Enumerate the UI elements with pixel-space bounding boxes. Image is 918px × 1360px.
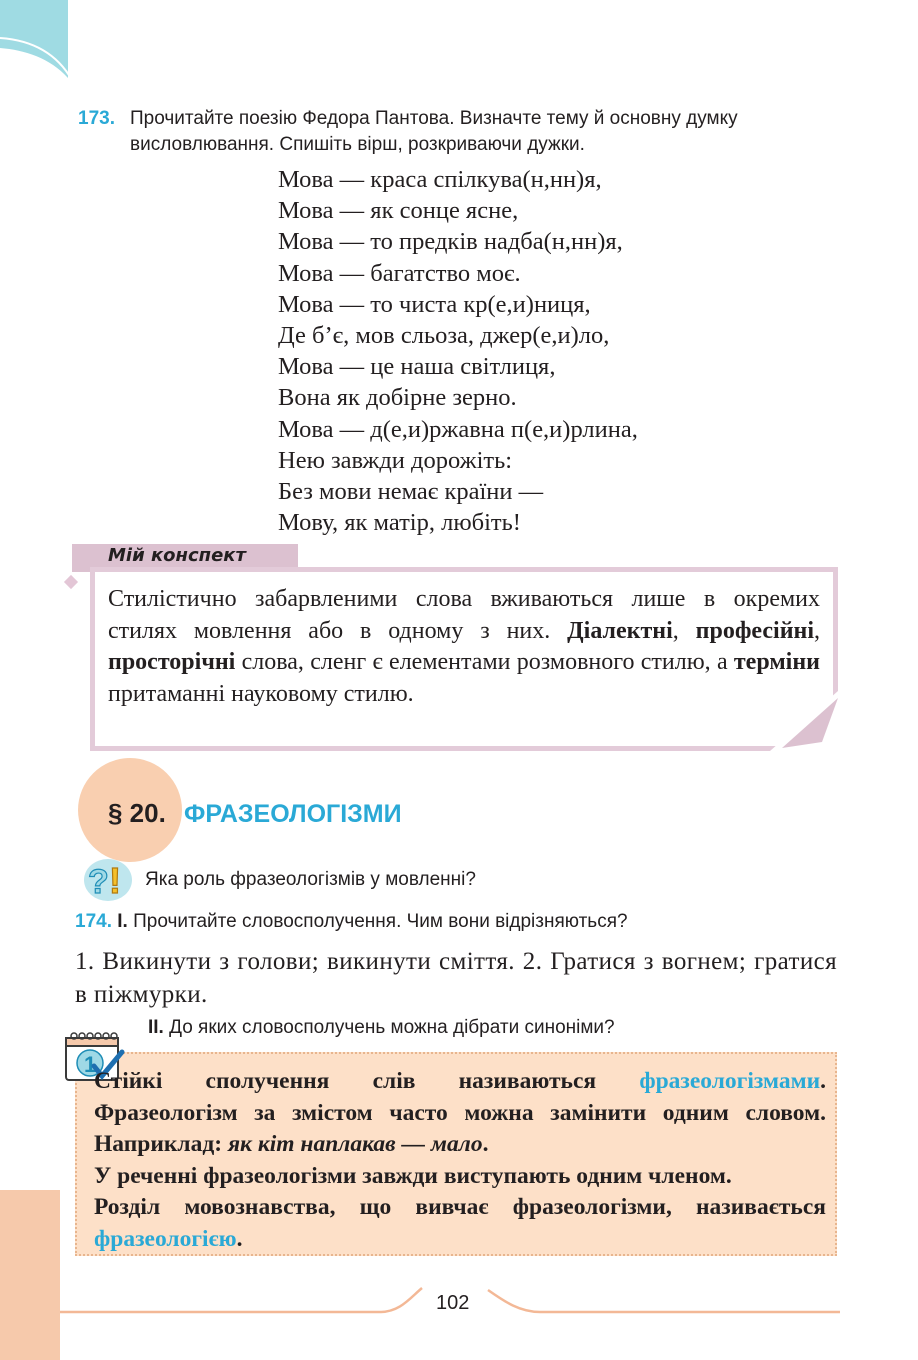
poem-line: Мова — краса спілкува(н,нн)я, [278,166,602,193]
svg-text:1: 1 [84,1052,97,1077]
poem-line: Мова — як сонце ясне, [278,197,519,225]
section-title: ФРАЗЕОЛОГІЗМИ [184,800,402,828]
exercise-number: 174. [75,911,112,932]
exercise-part-2 [148,1017,615,1039]
svg-text:?: ? [88,863,109,901]
key-question: Яка роль фразеологізмів у мовленні? [145,869,476,890]
poem-line: Мова — то чиста кр(е,и)ниця, [278,290,591,318]
part-label: I. [117,911,128,932]
exercise-number: 173. [78,108,115,129]
poem-line: Нею завжди дорожіть: [278,446,513,474]
section-number: § 20. [108,798,166,828]
konspekt-text: Стилістично забарвленими слова вживаються лише в окремих стилях мовлення або в одному з них. Діалектні, професійні, просторічні слова, сленг є елементами розмовного стилю, а терміни притаманні науковому стилю. [108,586,821,707]
term-highlight: фразеологізмами [639,1068,821,1094]
poem [278,164,638,538]
poem-line: Вона як добірне зерно. [278,384,517,412]
exercise-174 [75,911,628,933]
example-phrase: як кіт наплакав — мало [227,1131,483,1157]
exercise-instruction: Прочитайте поезію Федора Пантова. Визначте тему й основну думку висловлювання. Спишіть вірш, розкриваючи дужки. [130,108,738,155]
term-highlight: фразеологією [94,1225,237,1252]
poem-line: Мова — це наша світлиця, [278,353,556,381]
exercise-sentences: 1. Викинути з голови; викинути сміття. 2. Гратися з вогнем; гратися в піжмурки. [75,948,837,1008]
margin-decoration [0,1190,60,1360]
question-exclamation-icon [82,855,134,903]
poem-line: Де б’є, мов сльоза, джер(е,и)ло, [278,322,610,350]
corner-decoration [0,0,74,82]
exercise-instruction: До яких словосполучень можна дібрати синоніми? [169,1017,615,1038]
poem-line: Мову, як матір, любіть! [278,509,521,537]
exercise-173 [78,106,853,158]
exercise-instruction: Прочитайте словосполучення. Чим вони відрізняються? [133,911,628,932]
poem-line: Без мови немає країни — [278,478,544,506]
poem-line: Мова — д(е,и)ржавна п(е,и)рлина, [278,415,638,443]
page-number: 102 [436,1292,470,1314]
rule-text: Стійкі сполучення слів називаються фразеологізмами. Фразеологізм за змістом часто можна замінити одним словом. Наприклад: як кіт наплакав — мало. У реченні фразеологізми завжди виступають одним членом. Розділ мовознавства, що вивчає фразеологізми, називається фразеологією. [94,1068,826,1252]
svg-text:!: ! [109,860,121,901]
diamond-icon [64,575,78,589]
poem-line: Мова — то предків надба(н,нн)я, [278,228,623,256]
konspekt-title: Мій конспект [108,545,246,566]
poem-line: Мова — багатство моє. [278,259,521,287]
part-label: II. [148,1017,164,1038]
